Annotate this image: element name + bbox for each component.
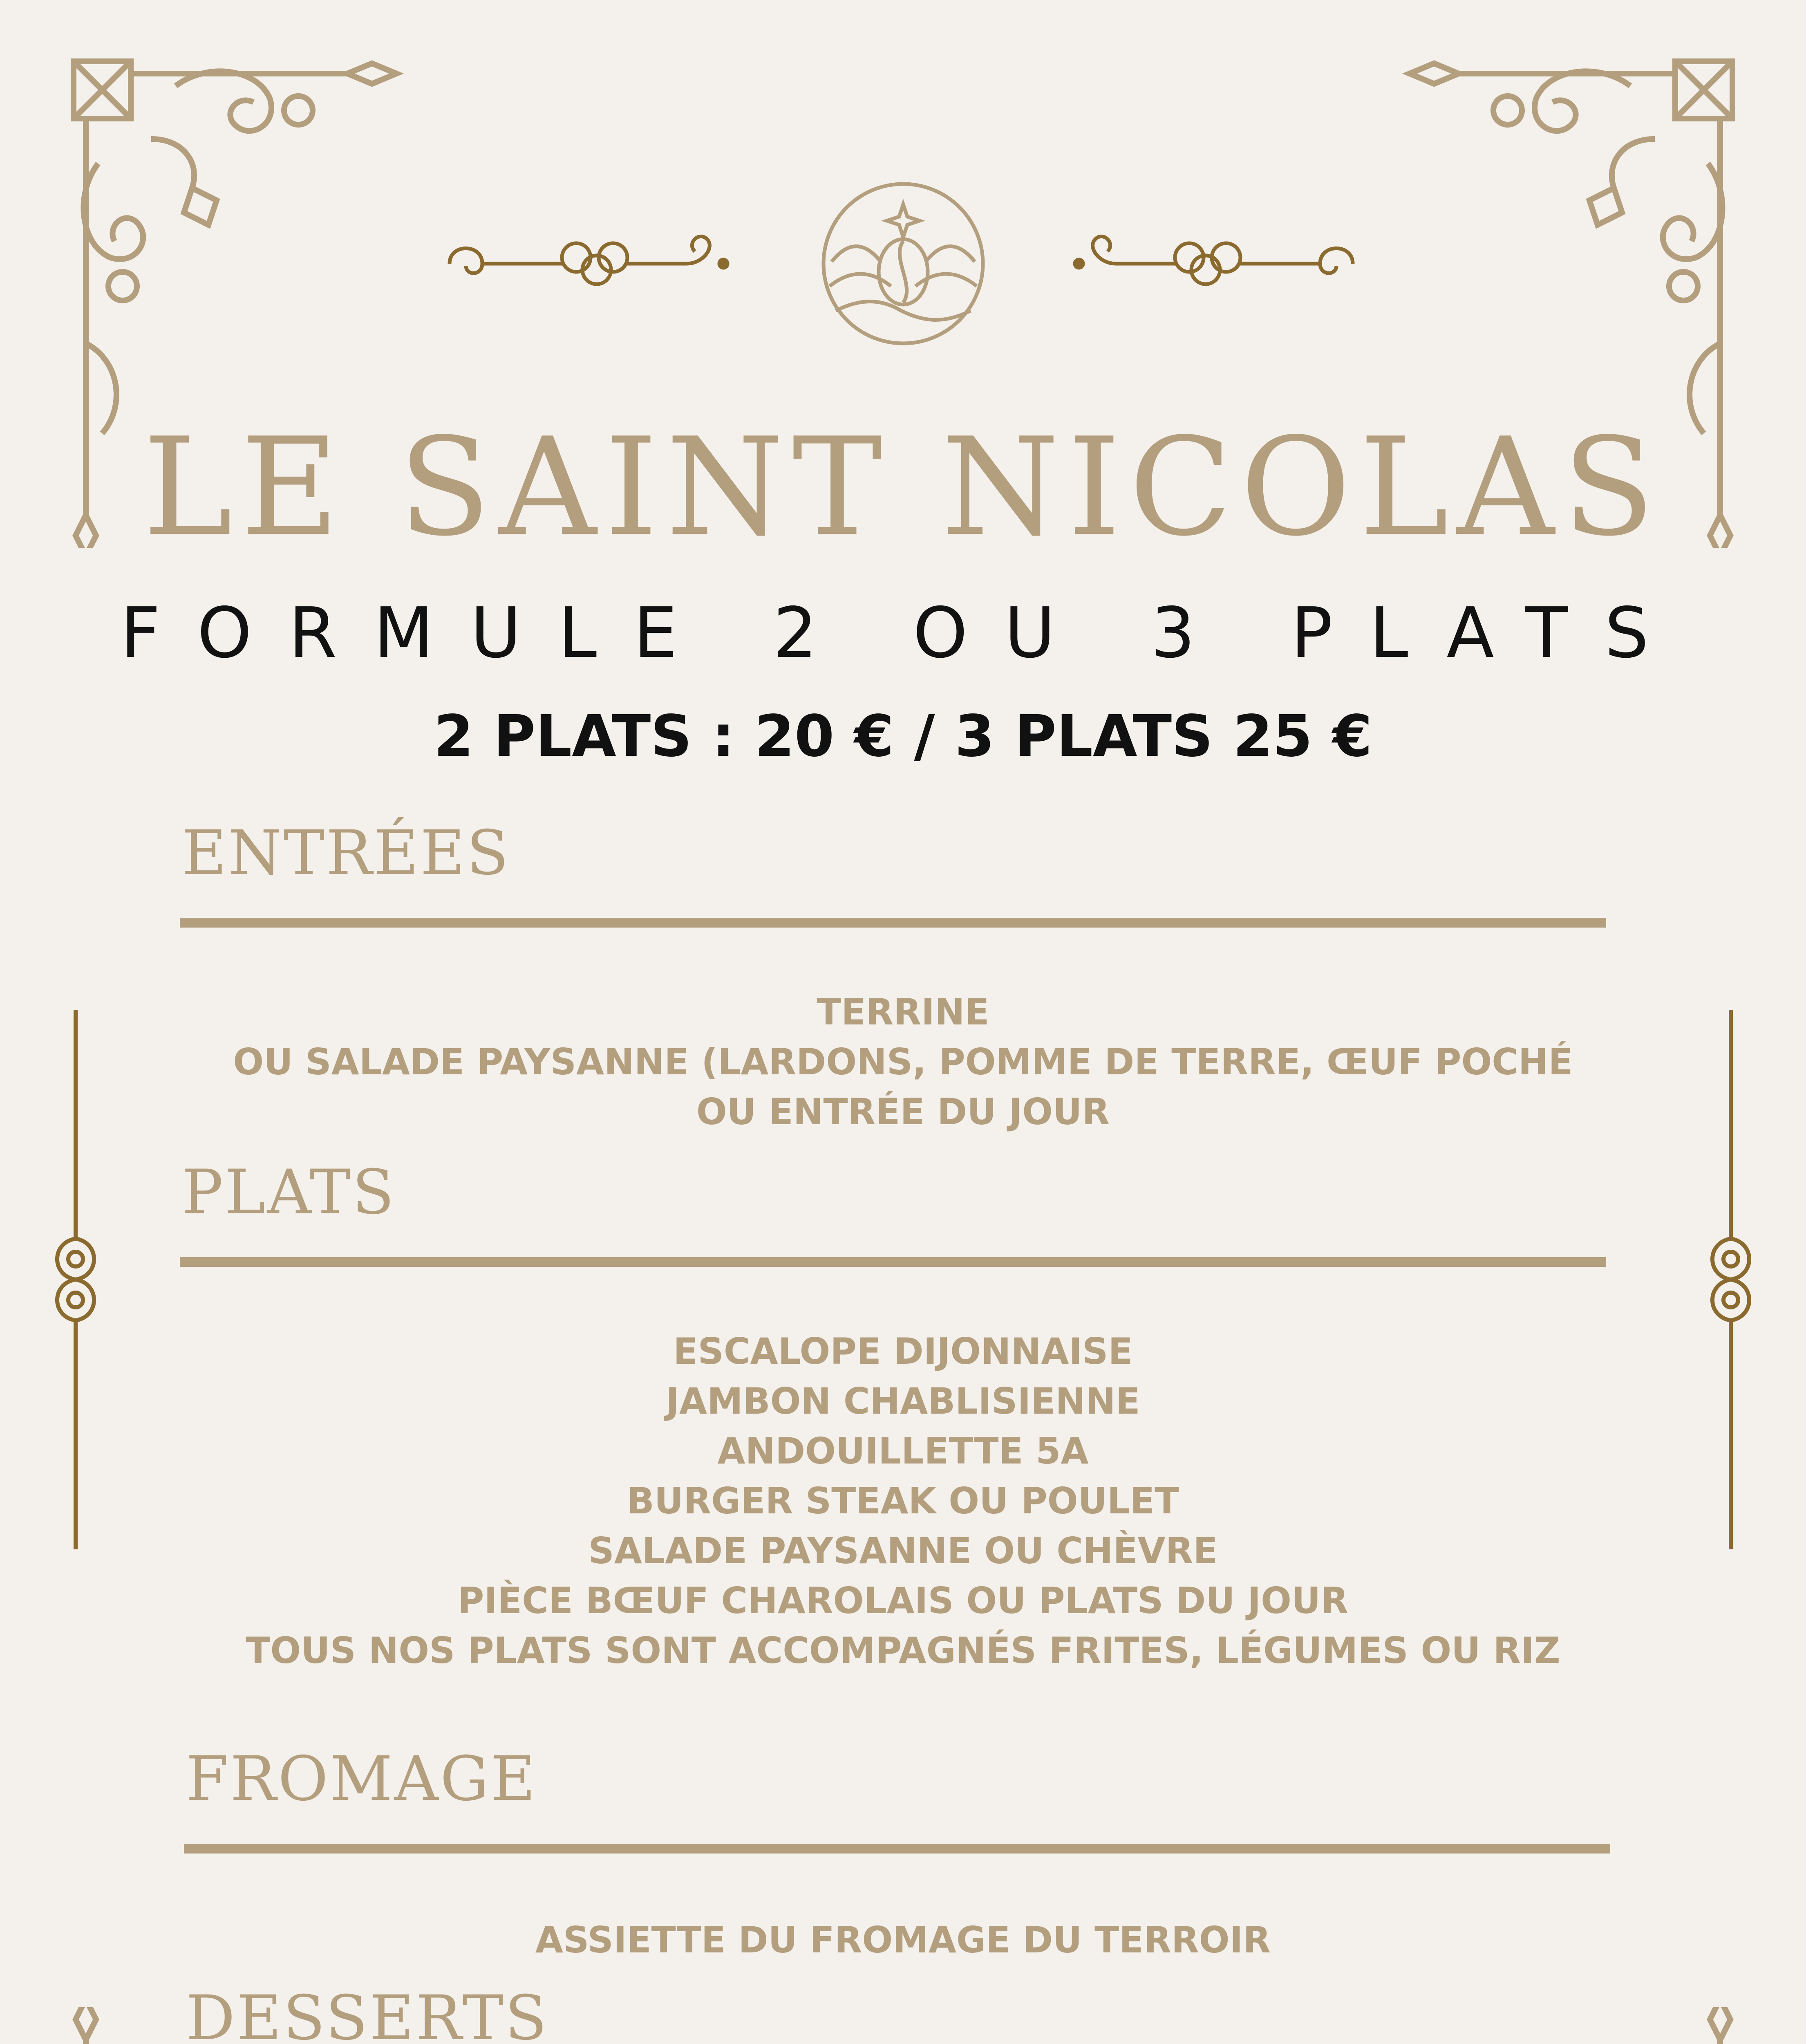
menu-subtitle: FORMULE 2 OU 3 PLATS [120,593,1686,674]
ornament-bottom-right-icon [1246,2007,1737,2044]
list-item: TOUS NOS PLATS SONT ACCOMPAGNÉS FRITES, LÉGUMES OU RIZ [246,1629,1560,1672]
list-item: JAMBON CHABLISIENNE [666,1380,1140,1422]
list-item: PIÈCE BŒUF CHAROLAIS OU PLATS DU JOUR [457,1580,1349,1622]
flourish-right-icon [1067,233,1361,294]
section-divider [180,918,1606,928]
list-item: OU SALADE PAYSANNE (LARDONS, POMME DE TERRE, ŒUF POCHÉ [233,1041,1573,1083]
list-item: SALADE PAYSANNE OU CHÈVRE [588,1530,1218,1572]
restaurant-name: LE SAINT NICOLAS [143,409,1663,566]
plats-list [0,1327,1806,1676]
section-title-desserts: DESSERTS [186,1983,549,2044]
section-divider [184,1844,1610,1853]
list-item: ANDOUILLETTE 5A [717,1430,1089,1472]
section-title-fromage: FROMAGE [186,1744,537,1815]
list-item: TERRINE [817,991,989,1033]
flourish-left-icon [441,233,736,294]
list-item: ESCALOPE DIJONNAISE [673,1330,1133,1372]
fromage-list [0,1915,1806,1965]
menu-price: 2 PLATS : 20 € / 3 PLATS 25 € [434,703,1372,770]
section-divider [180,1257,1606,1267]
coffee-bean-logo-icon [819,180,987,347]
list-item: OU ENTRÉE DU JOUR [696,1091,1110,1133]
section-title-entrees: ENTRÉES [182,818,510,889]
entrees-list [0,987,1806,1137]
list-item: ASSIETTE DU FROMAGE DU TERROIR [535,1919,1271,1961]
list-item: BURGER STEAK OU POULET [627,1480,1179,1522]
section-title-plats: PLATS [182,1157,396,1228]
